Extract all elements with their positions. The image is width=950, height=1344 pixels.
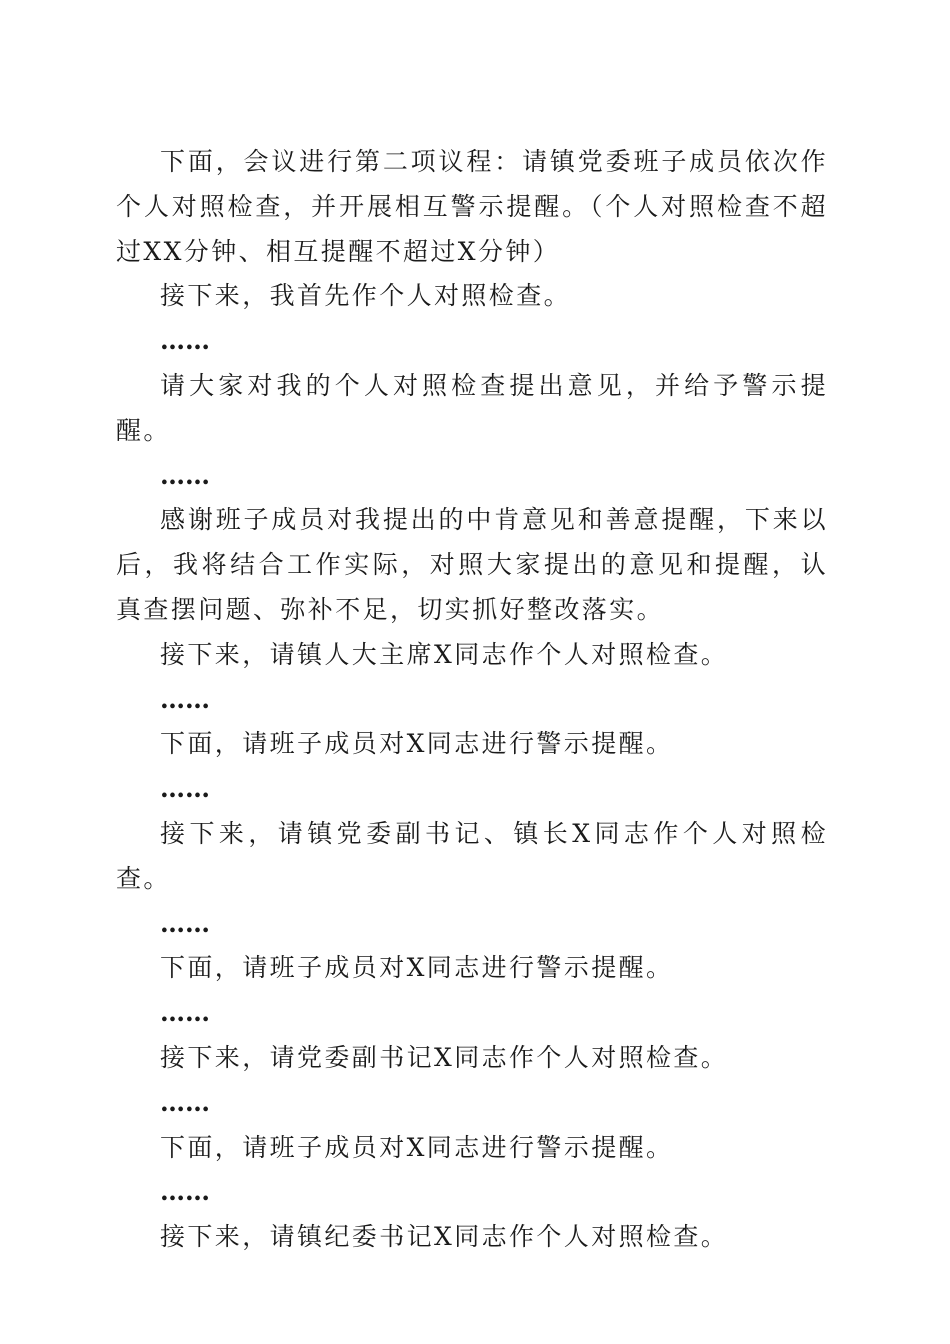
ellipsis: …… <box>160 908 210 938</box>
paragraph-request-opinions: 请大家对我的个人对照检查提出意见，并给予警示提醒。 <box>116 370 828 445</box>
document-body <box>116 140 828 1260</box>
paragraph-mayor-check: 接下来，请镇党委副书记、镇长X同志作个人对照检查。 <box>116 818 828 893</box>
paragraph-agenda-item-two: 下面，会议进行第二项议程：请镇党委班子成员依次作个人对照检查，并开展相互警示提醒。（个人对照检查不超过XX分钟、相互提醒不超过X分钟） <box>116 147 828 266</box>
ellipsis: …… <box>160 1177 210 1207</box>
paragraph-npc-chair-check: 接下来，请镇人大主席X同志作个人对照检查。 <box>160 639 729 669</box>
paragraph-warning-reminder: 下面，请班子成员对X同志进行警示提醒。 <box>160 953 674 983</box>
paragraph-discipline-secretary-check: 接下来，请镇纪委书记X同志作个人对照检查。 <box>160 1222 729 1252</box>
ellipsis: …… <box>160 684 210 714</box>
ellipsis: …… <box>160 326 210 356</box>
paragraph-warning-reminder: 下面，请班子成员对X同志进行警示提醒。 <box>160 729 674 759</box>
ellipsis: …… <box>160 1087 210 1117</box>
paragraph-deputy-secretary-check: 接下来，请党委副书记X同志作个人对照检查。 <box>160 1042 729 1072</box>
ellipsis: …… <box>160 774 210 804</box>
paragraph-warning-reminder: 下面，请班子成员对X同志进行警示提醒。 <box>160 1132 674 1162</box>
paragraph-thanks: 感谢班子成员对我提出的中肯意见和善意提醒，下来以后，我将结合工作实际，对照大家提出的意见和提醒，认真查摆问题、弥补不足，切实抓好整改落实。 <box>116 505 828 624</box>
ellipsis: …… <box>160 460 210 490</box>
ellipsis: …… <box>160 998 210 1028</box>
paragraph-self-check-intro: 接下来，我首先作个人对照检查。 <box>160 281 572 311</box>
